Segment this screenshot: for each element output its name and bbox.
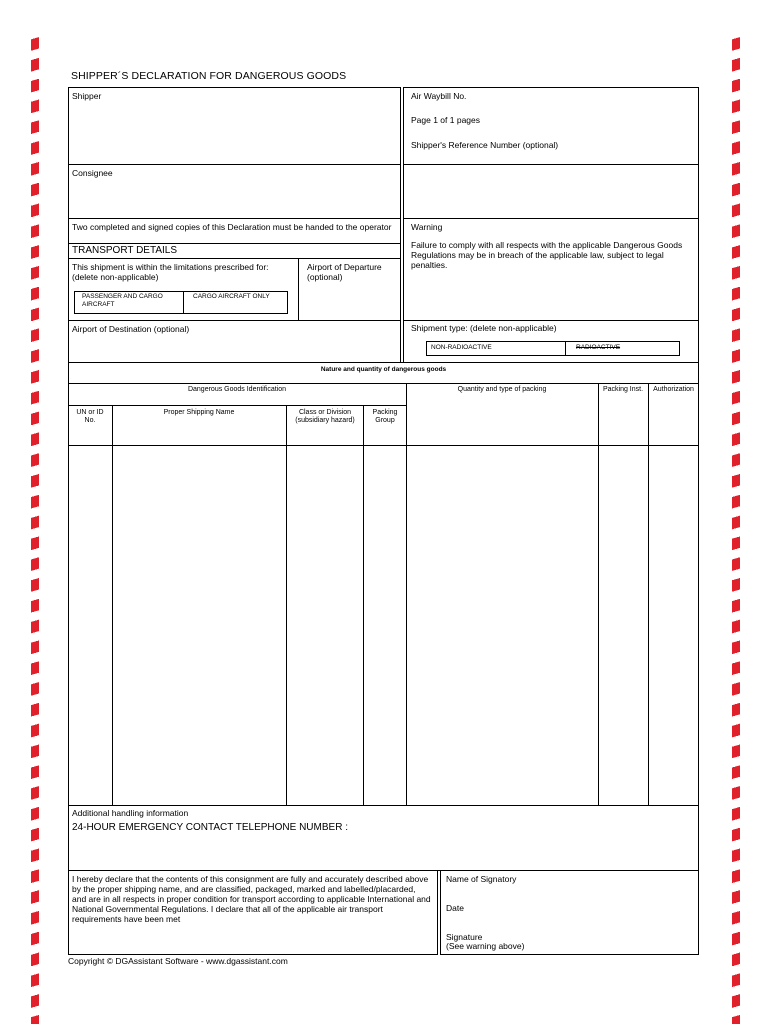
col-packing-group: Packing Group <box>372 409 398 424</box>
date-label: Date <box>446 903 464 913</box>
divider <box>363 405 364 806</box>
divider <box>598 383 599 806</box>
left-hazard-border <box>31 30 39 1024</box>
col-proper-shipping-name: Proper Shipping Name <box>163 409 235 416</box>
divider <box>406 383 407 806</box>
signature-label: Signature <box>446 932 483 942</box>
divider <box>112 405 113 806</box>
nature-quantity-heading: Nature and quantity of dangerous goods <box>320 366 447 373</box>
divider <box>68 243 401 244</box>
non-radioactive-option[interactable]: NON-RADIOACTIVE <box>431 344 492 351</box>
quantity-packing-heading: Quantity and type of packing <box>457 386 547 393</box>
form-title: SHIPPER´S DECLARATION FOR DANGEROUS GOODS <box>71 70 347 82</box>
shipper-label: Shipper <box>72 91 102 101</box>
airport-departure-label: Airport of Departure (optional) <box>307 262 382 282</box>
right-hazard-border <box>732 30 740 1024</box>
page-info: Page 1 of 1 pages <box>411 115 481 125</box>
divider <box>68 445 699 446</box>
passenger-cargo-option[interactable]: PASSENGER AND CARGO AIRCRAFT <box>82 293 163 308</box>
copyright-footer: Copyright © DGAssistant Software - www.dgassistant.com <box>68 956 288 966</box>
divider <box>648 383 649 806</box>
shipment-type-label: Shipment type: (delete non-applicable) <box>411 323 557 333</box>
radioactive-option[interactable]: RADIOACTIVE <box>576 344 621 351</box>
consignee-right-box <box>403 164 699 219</box>
consignee-label: Consignee <box>72 168 113 178</box>
col-class-division: Class or Division (subsidiary hazard) <box>295 409 355 424</box>
declaration-text: I hereby declare that the contents of this consignment are fully and accurately described above by the proper shipping name, and are classified, packaged, marked and labelled/placarded, and are in all respects in proper condition for transport according to applicable International and National Governmental Regulations. I declare that all of the applicable air transport requirements have been met <box>72 874 431 924</box>
consignee-box[interactable] <box>68 164 401 219</box>
airport-destination-label: Airport of Destination (optional) <box>72 324 190 334</box>
warning-text: Failure to comply with all respects with the applicable Dangerous Goods Regulations may be in breach of the applicable law, subject to legal penalties. <box>411 240 683 270</box>
divider <box>286 405 287 806</box>
additional-handling-label: Additional handling information <box>72 808 189 818</box>
divider <box>183 291 184 314</box>
authorization-heading: Authorization <box>653 386 694 393</box>
transport-details-heading: TRANSPORT DETAILS <box>72 245 178 256</box>
limitations-text: This shipment is within the limitations prescribed for: (delete non-applicable) <box>72 262 269 282</box>
divider <box>298 258 299 321</box>
cargo-only-option[interactable]: CARGO AIRCRAFT ONLY <box>193 293 270 300</box>
emergency-contact-label: 24-HOUR EMERGENCY CONTACT TELEPHONE NUMBER : <box>72 822 348 833</box>
warning-label: Warning <box>411 222 443 232</box>
name-signatory-label: Name of Signatory <box>446 874 517 884</box>
dangerous-goods-table <box>68 383 699 806</box>
reference-label: Shipper's Reference Number (optional) <box>411 140 559 150</box>
col-un-number: UN or ID No. <box>76 409 104 424</box>
dg-identification-heading: Dangerous Goods Identification <box>187 386 287 393</box>
divider <box>68 258 401 259</box>
awb-label: Air Waybill No. <box>411 91 467 101</box>
packing-inst-heading: Packing Inst. <box>602 386 644 393</box>
shipper-box[interactable] <box>68 87 401 165</box>
copies-text: Two completed and signed copies of this Declaration must be handed to the operator <box>72 222 392 232</box>
signature-note: (See warning above) <box>446 941 525 951</box>
divider <box>565 341 566 356</box>
divider <box>68 405 407 406</box>
